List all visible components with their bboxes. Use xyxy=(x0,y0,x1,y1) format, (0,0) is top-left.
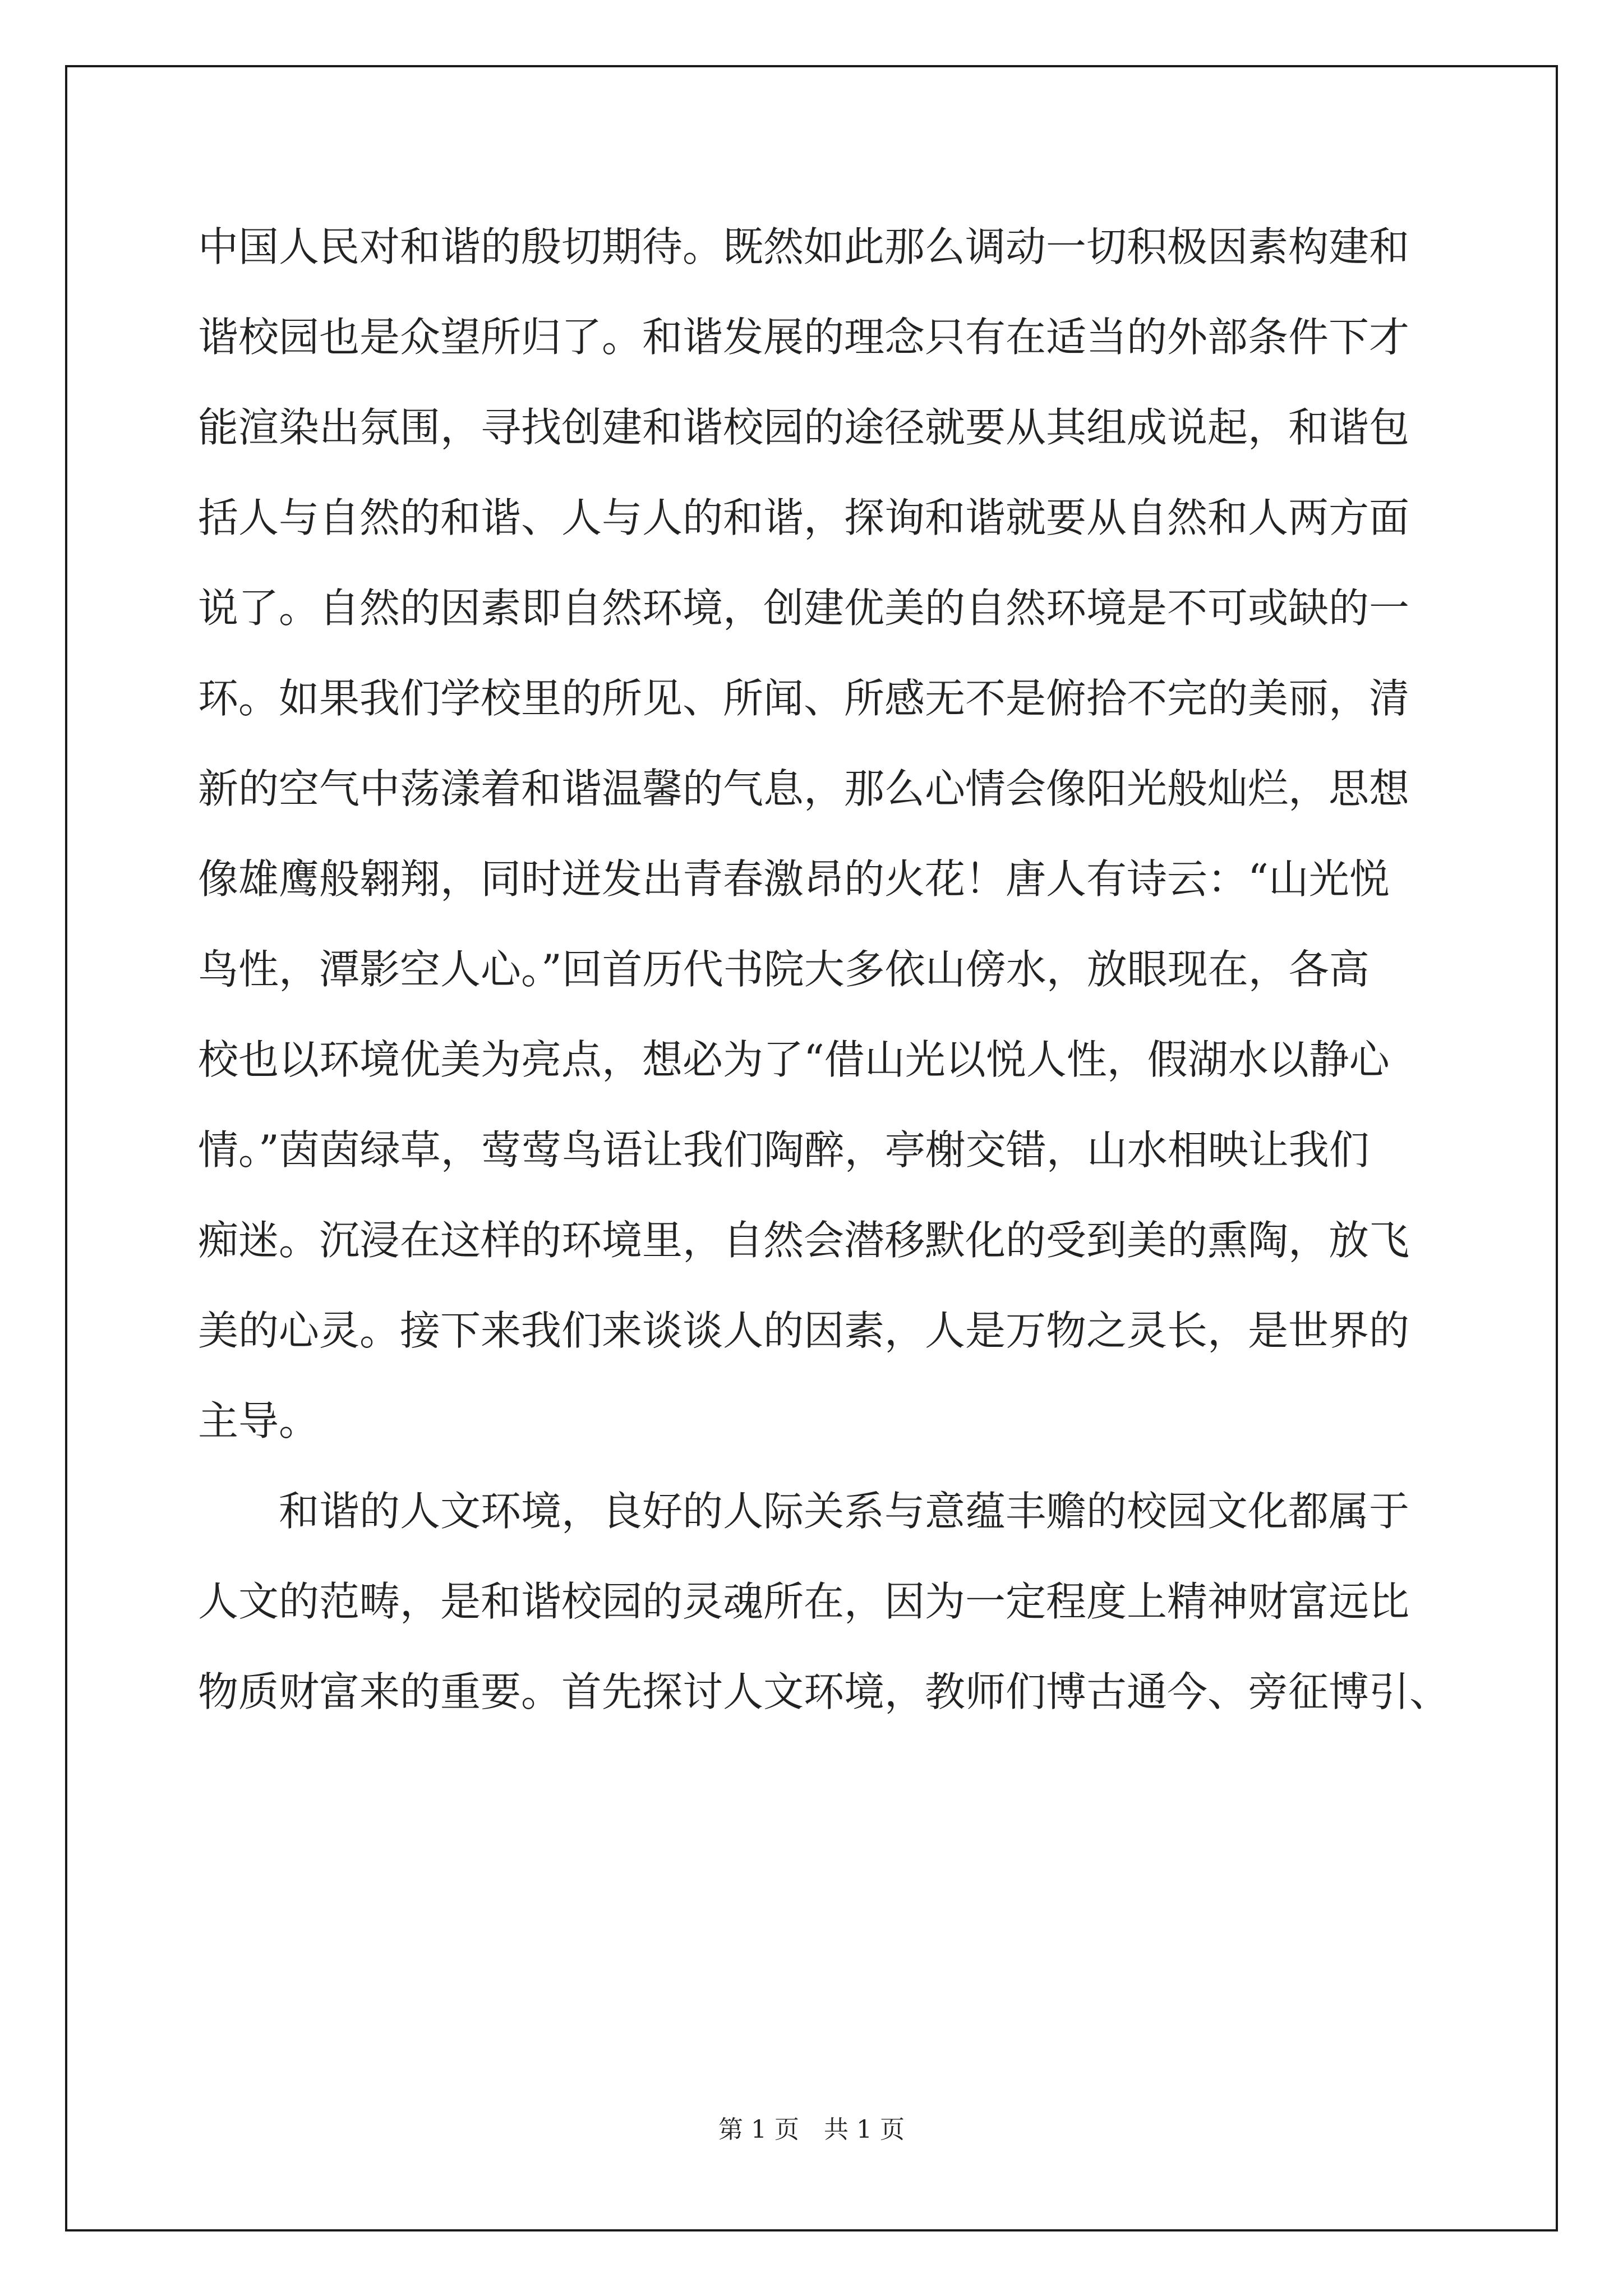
body-text xyxy=(198,202,1450,1737)
text-line: 像雄鹰般翱翔，同时迸发出青春激昂的火花！唐人有诗云：“山光悦 xyxy=(198,855,1390,903)
text-line: 校也以环境优美为亮点，想必为了“借山光以悦人性，假湖水以静心 xyxy=(198,1036,1390,1083)
text-line: 美的心灵。接下来我们来谈谈人的因素，人是万物之灵长，是世界的 xyxy=(198,1307,1410,1354)
text-line: 鸟性，潭影空人心。”回首历代书院大多依山傍水，放眼现在，各高 xyxy=(198,946,1370,993)
text-line: 痴迷。沉浸在这样的环境里，自然会潜移默化的受到美的熏陶，放飞 xyxy=(198,1217,1410,1264)
paragraph-start-line: 和谐的人文环境，良好的人际关系与意蕴丰赡的校园文化都属于 xyxy=(279,1488,1410,1535)
text-line: 人文的范畴，是和谐校园的灵魂所在，因为一定程度上精神财富远比 xyxy=(198,1578,1410,1625)
text-line: 新的空气中荡漾着和谐温馨的气息，那么心情会像阳光般灿烂，思想 xyxy=(198,765,1410,812)
text-line: 中国人民对和谐的殷切期待。既然如此那么调动一切积极因素构建和 xyxy=(198,223,1410,270)
page-number-footer: 第 1 页 共 1 页 xyxy=(718,2115,905,2144)
text-line: 主导。 xyxy=(198,1397,320,1444)
text-line: 环。如果我们学校里的所见、所闻、所感无不是俯拾不完的美丽，清 xyxy=(198,675,1410,722)
text-line: 括人与自然的和谐、人与人的和谐，探询和谐就要从自然和人两方面 xyxy=(198,494,1410,541)
text-line: 情。”茵茵绿草，莺莺鸟语让我们陶醉，亭榭交错，山水相映让我们 xyxy=(198,1126,1370,1174)
text-line: 说了。自然的因素即自然环境，创建优美的自然环境是不可或缺的一 xyxy=(198,585,1410,632)
text-line: 谐校园也是众望所归了。和谐发展的理念只有在适当的外部条件下才 xyxy=(198,314,1410,361)
text-line: 能渲染出氛围，寻找创建和谐校园的途径就要从其组成说起，和谐包 xyxy=(198,404,1410,451)
text-line: 物质财富来的重要。首先探讨人文环境，教师们博古通今、旁征博引、 xyxy=(198,1668,1450,1715)
